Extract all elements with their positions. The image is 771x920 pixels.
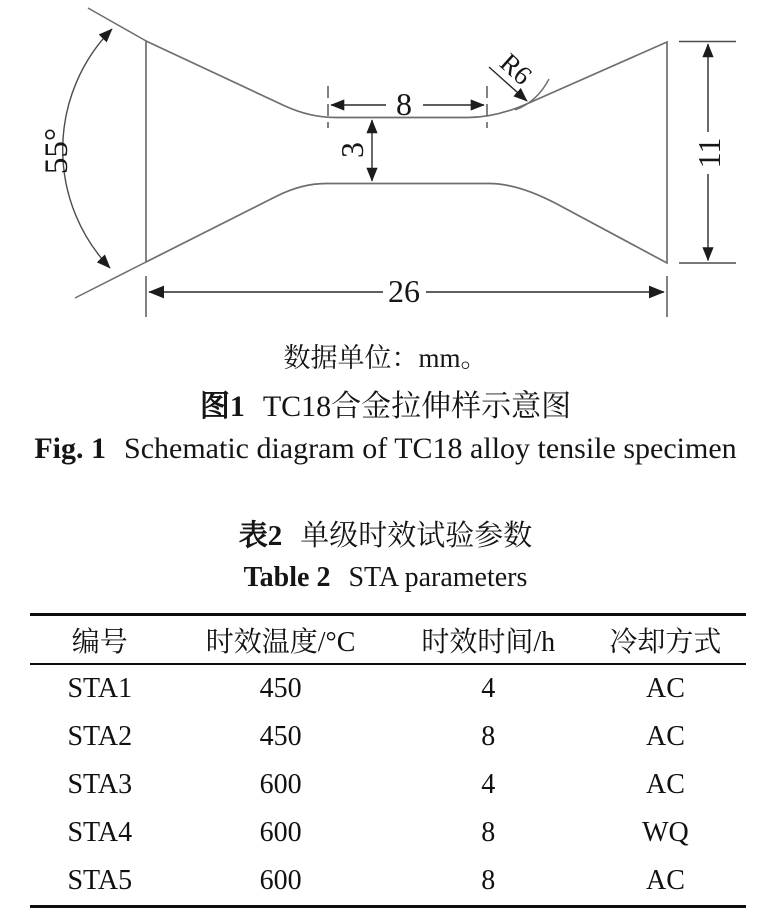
- table-row: [30, 665, 746, 713]
- sta-parameters-table: [30, 613, 746, 908]
- table-header-cell: 编号: [71, 626, 128, 658]
- table-row: [30, 713, 746, 761]
- table-body: [30, 665, 746, 905]
- table-title-en-text: STA parameters: [348, 562, 528, 593]
- figure-caption-zh: [0, 381, 771, 425]
- table-cell: STA5: [67, 864, 133, 896]
- table-cell: AC: [645, 864, 685, 896]
- figure-caption-en-text: Schematic diagram of TC18 alloy tensile specimen: [124, 432, 737, 465]
- table-title-en: [0, 562, 771, 594]
- table-bottom-rule: [30, 905, 746, 908]
- table-cell: 600: [259, 816, 302, 848]
- tensile-specimen-diagram: [0, 0, 771, 330]
- table-cell: 8: [481, 816, 496, 848]
- table-title-zh-label: 表2: [238, 520, 283, 552]
- table-title-en-label: Table 2: [243, 562, 331, 593]
- figure-caption-en: [0, 432, 771, 466]
- table-row: [30, 809, 746, 857]
- table-cell: 450: [259, 672, 302, 704]
- figure-caption-zh-label: 图1: [199, 390, 245, 423]
- angle-extension-top: [88, 8, 147, 42]
- table-cell: 4: [481, 768, 496, 800]
- table-cell: 600: [259, 768, 302, 800]
- table-header-row: [30, 616, 746, 663]
- table-title-zh-text: 单级时效试验参数: [300, 520, 533, 552]
- table-cell: STA2: [67, 720, 133, 752]
- figure-unit-note: 数据单位：mm。: [283, 343, 488, 373]
- angle-dimension-label: 55°: [39, 127, 75, 175]
- table-cell: 4: [481, 672, 496, 704]
- fillet-radius-label: R6: [494, 47, 538, 91]
- table-cell: AC: [645, 672, 685, 704]
- figure-caption-zh-text: TC18合金拉伸样示意图: [262, 390, 572, 423]
- gauge-width-label: 3: [334, 142, 370, 158]
- table-cell: WQ: [642, 816, 689, 848]
- table-cell: 600: [259, 864, 302, 896]
- table-header-cell: 时效时间/h: [421, 626, 556, 658]
- table-cell: 8: [481, 720, 496, 752]
- total-length-label: 26: [388, 273, 420, 309]
- table-cell: 450: [259, 720, 302, 752]
- table-header-cell: 时效温度/°C: [205, 626, 356, 658]
- table-header-cell: 冷却方式: [609, 626, 722, 658]
- table-cell: STA4: [67, 816, 133, 848]
- table-title-zh: [0, 513, 771, 554]
- specimen-outline: [146, 41, 667, 263]
- figure-caption-en-label: Fig. 1: [34, 432, 107, 465]
- table-cell: 8: [481, 864, 496, 896]
- table-row: [30, 857, 746, 905]
- gauge-length-label: 8: [396, 86, 412, 122]
- table-cell: AC: [645, 720, 685, 752]
- table-row: [30, 761, 746, 809]
- table-cell: STA1: [67, 672, 133, 704]
- angle-extension-bottom: [75, 262, 147, 299]
- table-cell: STA3: [67, 768, 133, 800]
- grip-width-label: 11: [691, 137, 727, 169]
- table-cell: AC: [645, 768, 685, 800]
